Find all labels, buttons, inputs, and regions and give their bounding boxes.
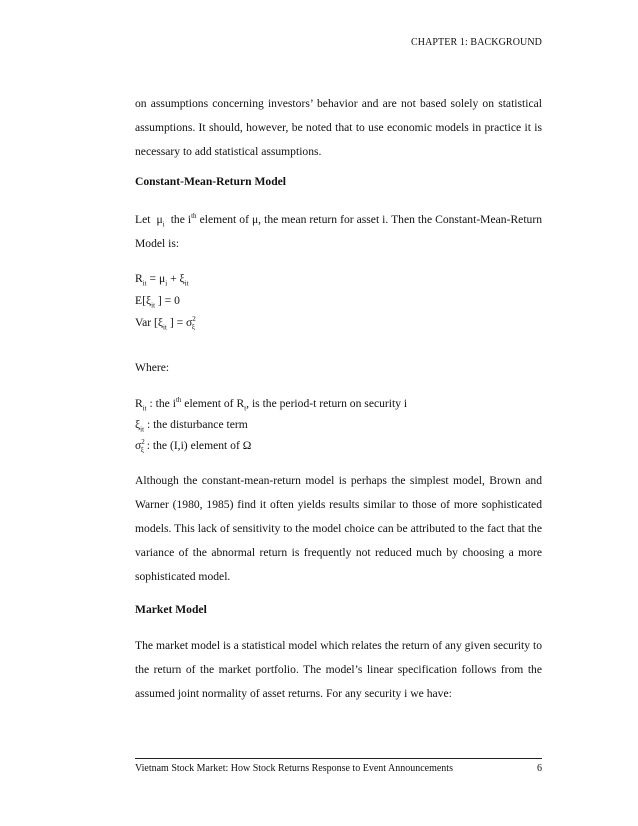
where-item-variance: $\sigma^2_\xi$ : the (I,i) element of Ω (135, 438, 252, 455)
market-model-paragraph: The market model is a statistical model which relates the return of any given security to the return of the market portfolio. The model’s linear specification follows from the assumed joint normality of asset returns. For any security i we have: (135, 639, 542, 700)
page-number: 6 (537, 763, 542, 774)
section-heading-cmrm: Constant-Mean-Return Model (135, 175, 287, 188)
where-item-disturbance: $\xi_{it}$ : the disturbance term (135, 418, 248, 434)
cmrm-definition: Let $\mu_i$ the $i^{th}$ element of μ, the mean return for asset i. Then the Constant-Mean-Return Model is: (135, 212, 542, 250)
footer-title: Vietnam Stock Market: How Stock Returns Response to Event Announcements (135, 763, 453, 774)
footer-rule (135, 758, 542, 759)
equation-expectation: $E[\xi_{it}$ ] = 0 (135, 294, 180, 310)
equation-return: $R_{it} = \mu_i + \xi_{it}$ (135, 272, 189, 288)
where-label: Where: (135, 361, 170, 374)
section-heading-market-model: Market Model (135, 603, 207, 616)
intro-paragraph: on assumptions concerning investors’ behavior and are not based solely on statistical assumptions. It should, however, be noted that to use economic models in practice it is necessary to add statistical assumptions. (135, 97, 542, 158)
page-footer (135, 763, 542, 774)
running-header: CHAPTER 1: BACKGROUND (410, 37, 542, 48)
cmrm-discussion-paragraph: Although the constant-mean-return model is perhaps the simplest model, Brown and Warner (1980, 1985) find it often yields results similar to those of more sophisticated models. This lack of sensitivity to the model choice can be attributed to the fact that the variance of the abnormal return is frequently not reduced much by choosing a more sophisticated model. (135, 474, 542, 583)
where-item-return: $R_{it}$ : the $i^{th}$ element of $R_t$, is the period-t return on security i (135, 396, 408, 413)
equation-variance: Var [$\xi_{it}$ ] = $\sigma^2_\xi$ (135, 315, 196, 332)
